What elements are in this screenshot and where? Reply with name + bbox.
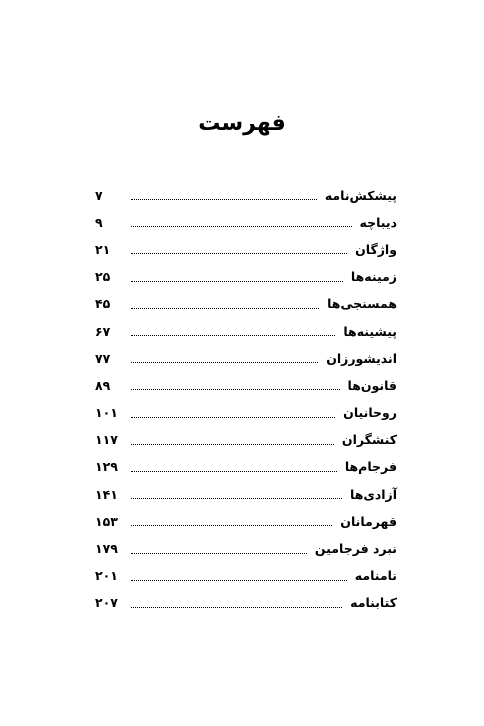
toc-entry-page: ۱۵۳ [95,513,118,529]
dot-leader [131,607,342,608]
dot-leader [131,525,332,526]
toc-entry-title: آزادی‌ها [350,486,397,502]
toc-entry [95,535,397,562]
toc-entry-page: ۱۱۷ [95,432,118,448]
dot-leader [131,226,352,227]
dot-leader [131,362,318,363]
toc-entry-page: ۸۹ [95,377,111,393]
toc-entry-page: ۲۰۷ [95,595,118,611]
toc-entry [95,590,397,617]
toc-entry [95,182,397,209]
toc-entry [95,372,397,399]
toc-entry-title: پیشینه‌ها [343,323,397,339]
page-title: فهرست [198,111,286,136]
toc-entry-title: روحانیان [343,405,397,421]
toc-entry-title: دیباچه [359,214,397,230]
table-of-contents [95,182,397,617]
dot-leader [131,553,307,554]
dot-leader [131,471,337,472]
dot-leader [131,199,317,200]
toc-entry [95,481,397,508]
toc-entry-page: ۲۰۱ [95,568,118,584]
toc-entry [95,209,397,236]
toc-entry [95,508,397,535]
toc-entry-title: کنشگران [341,432,397,448]
toc-entry [95,400,397,427]
toc-entry [95,563,397,590]
toc-entry-title: قهرمانان [340,513,397,529]
toc-entry-page: ۲۵ [95,269,111,285]
toc-entry-page: ۱۴۱ [95,486,118,502]
toc-entry-title: زمینه‌ها [350,269,397,285]
dot-leader [131,417,335,418]
toc-entry [95,236,397,263]
toc-entry-title: فرجام‌ها [344,459,397,475]
dot-leader [131,281,343,282]
dot-leader [131,335,335,336]
toc-entry-title: نامنامه [354,568,397,584]
toc-entry-title: همسنجی‌ها [327,296,397,312]
toc-entry-page: ۷ [95,187,103,203]
dot-leader [131,580,347,581]
toc-entry-page: ۲۱ [95,241,111,257]
toc-entry [95,318,397,345]
toc-entry-title: اندیشورزان [326,350,397,366]
dot-leader [131,389,340,390]
toc-entry-page: ۷۷ [95,350,111,366]
toc-entry [95,291,397,318]
toc-entry-page: ۶۷ [95,323,111,339]
toc-entry-title: واژگان [355,241,397,257]
toc-entry-page: ۱۰۱ [95,405,118,421]
dot-leader [131,308,319,309]
toc-entry-page: ۱۷۹ [95,541,118,557]
toc-entry [95,345,397,372]
toc-entry-title: قانون‌ها [347,377,397,393]
dot-leader [131,444,334,445]
toc-entry-title: پیشکش‌نامه [324,187,397,203]
dot-leader [131,498,342,499]
toc-entry-page: ۱۲۹ [95,459,118,475]
toc-entry-page: ۹ [95,214,103,230]
toc-entry [95,427,397,454]
toc-entry-title: نبرد فرجامین [314,541,397,557]
dot-leader [131,253,347,254]
toc-entry [95,264,397,291]
toc-entry [95,454,397,481]
toc-entry-title: کتابنامه [350,595,397,611]
toc-entry-page: ۴۵ [95,296,111,312]
